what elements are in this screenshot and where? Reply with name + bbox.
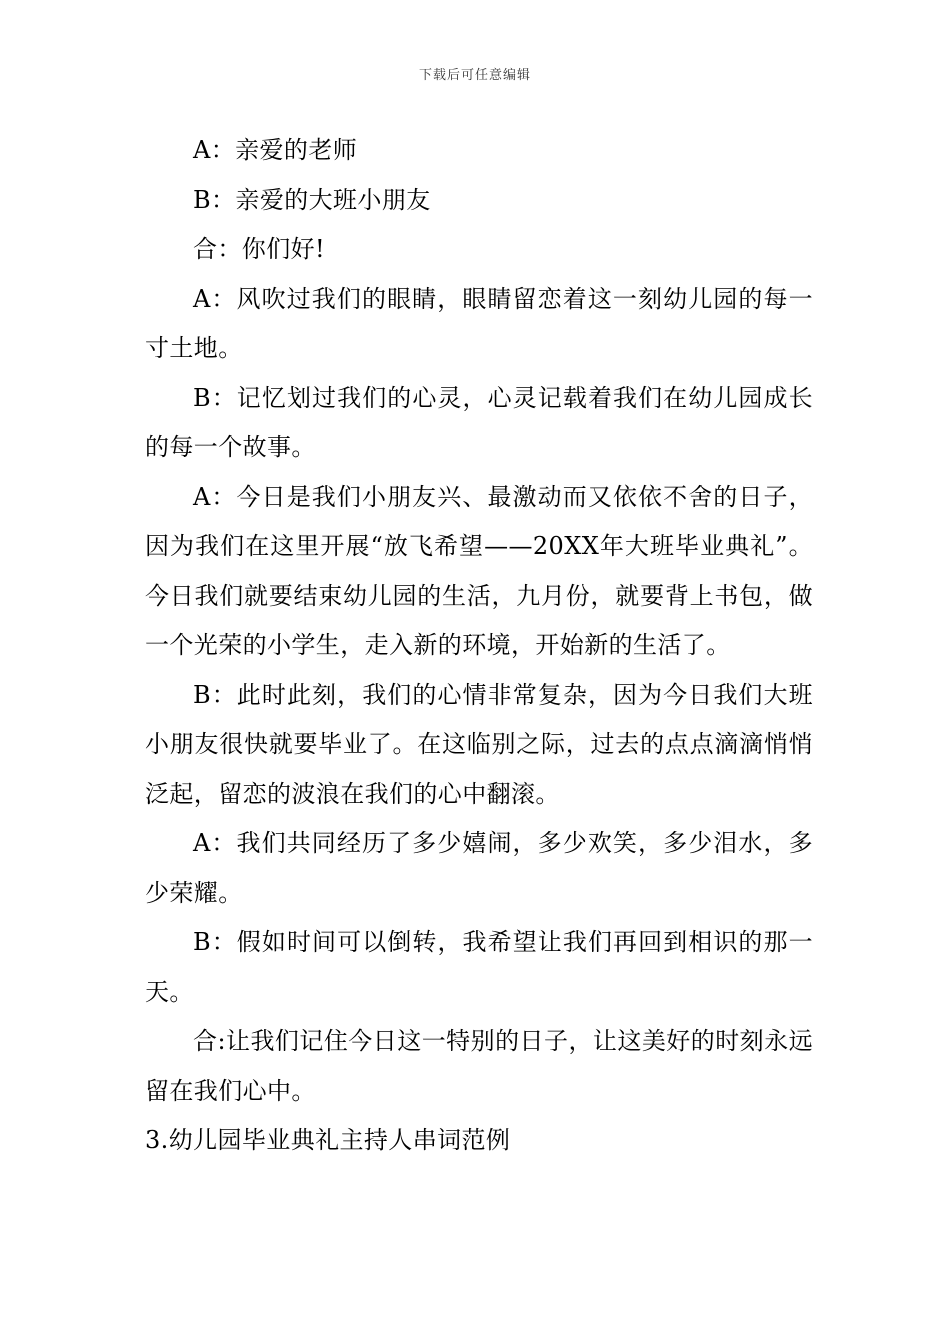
paragraph-memory: B：记忆划过我们的心灵，心灵记载着我们在幼儿园成长的每一个故事。: [145, 383, 813, 461]
paragraph-rewind-time: B：假如时间可以倒转，我希望让我们再回到相识的那一天。: [145, 928, 813, 1006]
paragraph-closing: 合:让我们记住今日这一特别的日子，让这美好的时刻永远留在我们心中。: [145, 1027, 813, 1105]
paragraph-greeting-together: 合：你们好!: [193, 235, 326, 263]
paragraph-greeting-children: B：亲爱的大班小朋友: [193, 185, 431, 214]
paragraph-greeting-teacher: A：亲爱的老师: [193, 136, 358, 164]
section-heading: 3.幼儿园毕业典礼主持人串词范例: [145, 1126, 511, 1154]
document-body: [145, 126, 813, 1166]
paragraph-wind: A：风吹过我们的眼睛，眼睛留恋着这一刻幼儿园的每一寸土地。: [145, 284, 813, 362]
paragraph-today: A：今日是我们小朋友兴、最激动而又依依不舍的日子，因为我们在这里开展“放飞希望——20XX年大班毕业典礼”。今日我们就要结束幼儿园的生活，九月份，就要背上书包，做一个光荣的小学生，走入新的环境，开始新的生活了。: [145, 482, 813, 659]
paragraph-shared-experience: A：我们共同经历了多少嬉闹，多少欢笑，多少泪水，多少荣耀。: [145, 829, 813, 907]
paragraph-moment: B：此时此刻，我们的心情非常复杂，因为今日我们大班小朋友很快就要毕业了。在这临别之际，过去的点点滴滴悄悄泛起，留恋的波浪在我们的心中翻滚。: [145, 680, 813, 808]
header-note: 下载后可任意编辑: [418, 68, 531, 83]
